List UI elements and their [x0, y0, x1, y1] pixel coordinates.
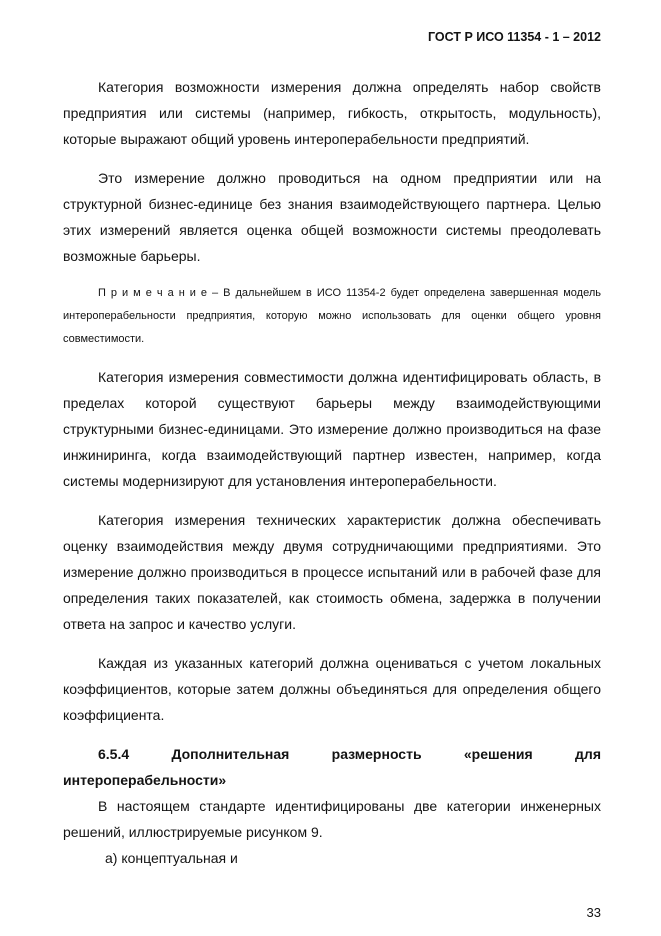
paragraph-technical-characteristics: Категория измерения технических характеристик должна обеспечивать оценку взаимодействия между двумя сотрудничающими предприятиями. Это измерение должно производиться в процессе испытаний или в рабочей фазе для определения таких показателей, как стоимость обмена, задержка в получении ответа на запрос и качество услуги. — [63, 512, 601, 632]
list-item-a-conceptual: а) концептуальная и — [105, 850, 238, 866]
page-number: 33 — [586, 905, 601, 920]
section-heading-line-1: 6.5.4 Дополнительная размерность «решения для — [98, 746, 601, 762]
section-heading-6-5-4 — [63, 741, 601, 793]
paragraph-capability-measurement: Категория возможности измерения должна определять набор свойств предприятия или системы (например, гибкость, открытость, модульность), которые выражают общий уровень интероперабельности предприятий. — [63, 79, 601, 147]
paragraph-local-coefficients: Каждая из указанных категорий должна оцениваться с учетом локальных коэффициентов, которые затем должны объединяться для определения общего коэффициента. — [63, 655, 601, 723]
section-heading-line-2: интероперабельности» — [63, 772, 227, 788]
paragraph-single-enterprise-measurement: Это измерение должно проводиться на одном предприятии или на структурной бизнес-единице без знания взаимодействующего партнера. Целью этих измерений является оценка общей возможности системы преодолевать возможные барьеры. — [63, 170, 601, 264]
paragraph-two-categories: В настоящем стандарте идентифицированы две категории инженерных решений, иллюстрируемые рисунком 9. — [63, 798, 601, 840]
document-header-title: ГОСТ Р ИСО 11354 - 1 – 2012 — [427, 30, 601, 44]
note-iso-11354-2: П р и м е ч а н и е – В дальнейшем в ИСО 11354-2 будет определена завершенная модель интероперабельности предприятия, которую можно использовать для оценки общего уровня совместимости. — [63, 287, 601, 345]
paragraph-compatibility-measurement: Категория измерения совместимости должна идентифицировать область, в пределах которой существуют барьеры между взаимодействующими структурными бизнес-единицами. Это измерение должно производиться на фазе инжиниринга, когда взаимодействующий партнер известен, например, когда системы модернизируют для установления интероперабельности. — [63, 369, 601, 489]
